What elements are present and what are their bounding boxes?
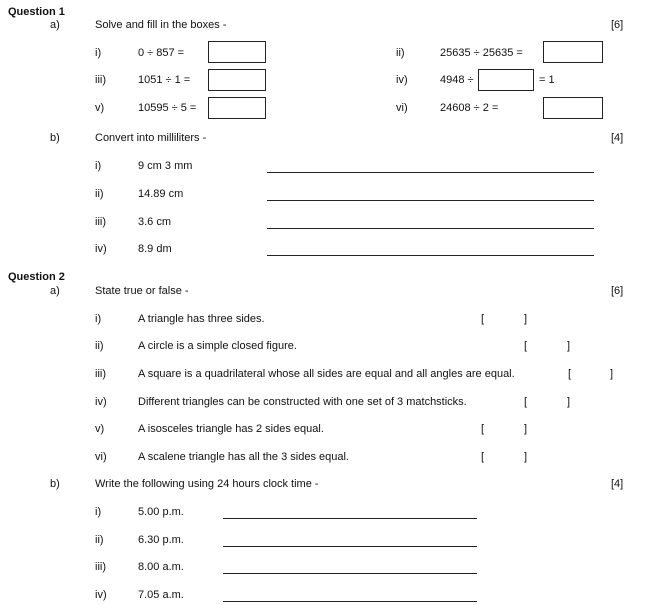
q2a-bracket-close: ] <box>524 423 528 435</box>
q2b-instruction: Write the following using 24 hours clock time - <box>95 478 319 490</box>
q1b-item-text: 14.89 cm <box>138 188 184 200</box>
q2a-bracket-open: [ <box>481 313 485 325</box>
q2b-item-text: 6.30 p.m. <box>138 534 184 546</box>
q1a-expression-suffix: = 1 <box>539 74 555 86</box>
q2b-item-text: 5.00 p.m. <box>138 506 184 518</box>
q1b-item-number: iv) <box>95 243 107 255</box>
q1b-item-number: ii) <box>95 188 104 200</box>
q1a-marks: [6] <box>611 19 624 31</box>
q1a-expression: 1051 ÷ 1 = <box>138 74 191 86</box>
q1a-item-number: vi) <box>396 102 408 114</box>
q2a-statement: A square is a quadrilateral whose all sides are equal and all angles are equal. <box>138 368 515 380</box>
q2a-item-number: vi) <box>95 451 107 463</box>
q2a-statement: A circle is a simple closed figure. <box>138 340 297 352</box>
q1a-expression: 4948 ÷ <box>440 74 474 86</box>
q1b-instruction: Convert into milliliters - <box>95 132 207 144</box>
q2a-bracket-close: ] <box>610 368 614 380</box>
q2a-item-number: iv) <box>95 396 107 408</box>
q2a-bracket-open: [ <box>524 340 528 352</box>
q1b-answer-line-iii[interactable] <box>267 228 594 229</box>
q1a-answer-box-vi[interactable] <box>543 97 603 119</box>
q2a-bracket-close: ] <box>567 396 571 408</box>
q2b-item-number: i) <box>95 506 102 518</box>
q2b-item-text: 8.00 a.m. <box>138 561 184 573</box>
q2b-answer-line-ii[interactable] <box>223 546 477 547</box>
q2a-bracket-close: ] <box>524 313 528 325</box>
question-2-title: Question 2 <box>8 271 65 283</box>
q2a-bracket-open: [ <box>481 423 485 435</box>
q2a-bracket-open: [ <box>481 451 485 463</box>
q1b-answer-line-i[interactable] <box>267 172 594 173</box>
q2a-statement: A triangle has three sides. <box>138 313 265 325</box>
q1a-answer-box-v[interactable] <box>208 97 266 119</box>
q2a-bracket-open: [ <box>568 368 572 380</box>
q2a-instruction: State true or false - <box>95 285 189 297</box>
q1a-answer-box-iii[interactable] <box>208 69 266 91</box>
q1a-instruction: Solve and fill in the boxes - <box>95 19 227 31</box>
q1a-item-number: iii) <box>95 74 106 86</box>
q1a-item-number: v) <box>95 102 105 114</box>
q2a-item-number: i) <box>95 313 102 325</box>
q2a-marks: [6] <box>611 285 624 297</box>
q2b-marks: [4] <box>611 478 624 490</box>
q1a-item-number: i) <box>95 47 102 59</box>
q1b-answer-line-ii[interactable] <box>267 200 594 201</box>
q2a-statement: A isosceles triangle has 2 sides equal. <box>138 423 324 435</box>
q1a-answer-box-i[interactable] <box>208 41 266 63</box>
q1b-item-text: 3.6 cm <box>138 216 172 228</box>
q2a-item-number: ii) <box>95 340 104 352</box>
q1a-letter: a) <box>50 19 60 31</box>
q1b-item-number: i) <box>95 160 102 172</box>
q2b-answer-line-iv[interactable] <box>223 601 477 602</box>
q2b-item-number: iv) <box>95 589 107 601</box>
q2a-bracket-close: ] <box>567 340 571 352</box>
q2b-answer-line-i[interactable] <box>223 518 477 519</box>
q1a-answer-box-iv[interactable] <box>478 69 534 91</box>
q2b-item-number: iii) <box>95 561 106 573</box>
q1b-answer-line-iv[interactable] <box>267 255 594 256</box>
q1a-expression: 25635 ÷ 25635 = <box>440 47 523 59</box>
q1a-expression: 0 ÷ 857 = <box>138 47 185 59</box>
q2a-item-number: v) <box>95 423 105 435</box>
question-1-title: Question 1 <box>8 6 65 18</box>
q1a-expression: 24608 ÷ 2 = <box>440 102 499 114</box>
q2a-bracket-close: ] <box>524 451 528 463</box>
q1b-letter: b) <box>50 132 60 144</box>
q2b-item-text: 7.05 a.m. <box>138 589 184 601</box>
q1a-item-number: iv) <box>396 74 408 86</box>
q1b-item-text: 9 cm 3 mm <box>138 160 193 172</box>
q2a-item-number: iii) <box>95 368 106 380</box>
q1b-marks: [4] <box>611 132 624 144</box>
q2b-item-number: ii) <box>95 534 104 546</box>
q2a-statement: Different triangles can be constructed with one set of 3 matchsticks. <box>138 396 467 408</box>
q1b-item-number: iii) <box>95 216 106 228</box>
q2a-statement: A scalene triangle has all the 3 sides equal. <box>138 451 349 463</box>
q1a-answer-box-ii[interactable] <box>543 41 603 63</box>
q1b-item-text: 8.9 dm <box>138 243 172 255</box>
q2a-letter: a) <box>50 285 60 297</box>
q1a-item-number: ii) <box>396 47 405 59</box>
q2a-bracket-open: [ <box>524 396 528 408</box>
q1a-expression: 10595 ÷ 5 = <box>138 102 197 114</box>
q2b-answer-line-iii[interactable] <box>223 573 477 574</box>
q2b-letter: b) <box>50 478 60 490</box>
